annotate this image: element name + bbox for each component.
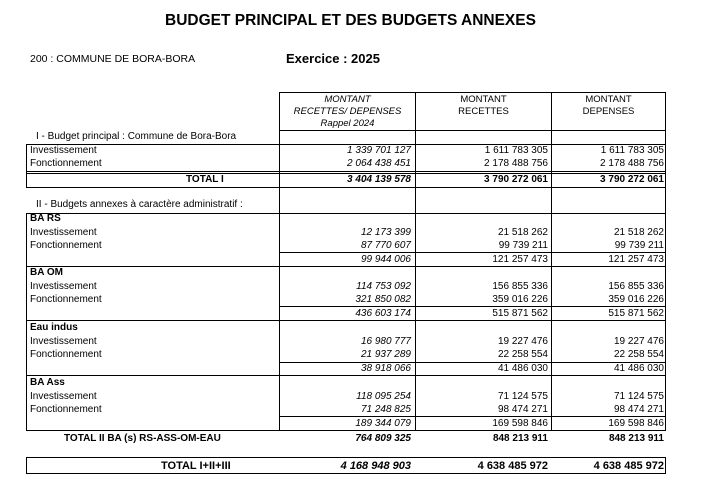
row-label: Fonctionnement [30,404,102,415]
group-title [0,322,701,334]
recettes-value: 2 178 488 756 [484,158,548,169]
rappel-value: 114 753 092 [356,281,411,292]
depenses-value: 2 178 488 756 [600,158,664,169]
row-label: Fonctionnement [30,158,102,169]
cell-text: MONTANT [324,94,371,105]
header-col-depenses [552,94,665,118]
rappel-value: 16 980 777 [360,336,411,347]
group-name: Eau indus [30,322,78,333]
rappel-value: 99 944 006 [360,254,411,265]
group-name: BA RS [30,213,61,224]
rappel-value: 21 937 289 [360,349,411,360]
depenses-value: 1 611 783 305 [600,145,664,156]
recettes-value: 22 258 554 [497,349,548,360]
total-row [0,174,701,186]
depenses-value: 22 258 554 [613,349,664,360]
rappel-value: 189 344 079 [355,418,411,429]
total-row [0,433,701,445]
table-row [0,294,701,306]
rappel-value: 71 248 825 [360,404,411,415]
recettes-value: 41 486 030 [497,363,548,374]
depenses-value: 156 855 336 [608,281,664,292]
recettes-value: 1 611 783 305 [484,145,548,156]
row-label: TOTAL II BA (s) RS-ASS-OM-EAU [64,433,221,444]
depenses-value: 121 257 473 [608,254,664,265]
row-label: TOTAL I [186,174,224,185]
row-label: Investissement [30,391,97,402]
row-label: Investissement [30,336,97,347]
row-label: Investissement [30,227,97,238]
cell-text: RECETTES [458,106,509,117]
section1-title-row [0,131,701,143]
cell-text: MONTANT [585,94,632,105]
header-col-recettes [416,94,551,118]
recettes-value: 3 790 272 061 [484,174,548,185]
rappel-value: 4 168 948 903 [340,460,411,472]
subtotal-row [0,363,701,375]
commune-label: 200 : COMMUNE DE BORA-BORA [30,53,196,65]
subtotal-row [0,308,701,320]
rappel-value: 321 850 082 [355,294,411,305]
depenses-value: 19 227 476 [613,336,664,347]
rappel-value: 38 918 066 [360,363,411,374]
row-label: Investissement [30,145,97,156]
rappel-value: 2 064 438 451 [347,158,411,169]
grand-total-row [0,460,701,472]
recettes-value: 71 124 575 [497,391,548,402]
depenses-value: 99 739 211 [614,240,664,251]
subtotal-row [0,418,701,430]
cell-text: MONTANT [460,94,507,105]
group-name: BA Ass [30,377,65,388]
section2-title-row [0,199,701,211]
recettes-value: 515 871 562 [492,308,548,319]
row-label: Fonctionnement [30,294,102,305]
table-row [0,349,701,361]
rappel-value: 1 339 701 127 [347,145,411,156]
recettes-value: 98 474 271 [497,404,548,415]
cell-text: RECETTES/ DEPENSES [293,106,402,117]
depenses-value: 359 016 226 [608,294,664,305]
page-title: BUDGET PRINCIPAL ET DES BUDGETS ANNEXES [165,12,536,29]
depenses-value: 71 124 575 [613,391,664,402]
cell-text: DEPENSES [582,106,635,117]
exercice-label: Exercice : 2025 [286,51,380,66]
recettes-value: 121 257 473 [492,254,548,265]
table-row [0,145,701,157]
table-row [0,404,701,416]
depenses-value: 4 638 485 972 [593,460,664,472]
rappel-value: 12 173 399 [360,227,411,238]
recettes-value: 848 213 911 [492,433,548,444]
depenses-value: 21 518 262 [613,227,664,238]
depenses-value: 515 871 562 [608,308,664,319]
group-title [0,213,701,225]
cell-text: I - Budget principal : Commune de Bora-Bora [36,131,237,142]
recettes-value: 21 518 262 [497,227,548,238]
table-row [0,391,701,403]
header-col-rappel [280,94,415,130]
depenses-value: 848 213 911 [608,433,664,444]
rappel-value: 764 809 325 [355,433,411,444]
recettes-value: 359 016 226 [492,294,548,305]
row-label: Fonctionnement [30,349,102,360]
depenses-value: 169 598 846 [608,418,664,429]
table-row [0,336,701,348]
rappel-value: 436 603 174 [355,308,411,319]
row-label: Investissement [30,281,97,292]
recettes-value: 156 855 336 [492,281,548,292]
recettes-value: 169 598 846 [492,418,548,429]
subtotal-row [0,254,701,266]
recettes-value: 19 227 476 [497,336,548,347]
group-name: BA OM [30,267,63,278]
cell-text: II - Budgets annexes à caractère administratif : [36,199,243,210]
group-title [0,267,701,279]
recettes-value: 4 638 485 972 [477,460,548,472]
row-label: Fonctionnement [30,240,102,251]
table-row [0,227,701,239]
cell-text: Rappel 2024 [320,118,375,129]
rappel-value: 3 404 139 578 [347,174,411,185]
row-label: TOTAL I+II+III [161,460,231,472]
rappel-value: 87 770 607 [360,240,411,251]
table-row [0,240,701,252]
table-row [0,158,701,170]
depenses-value: 41 486 030 [613,363,664,374]
depenses-value: 98 474 271 [613,404,664,415]
depenses-value: 3 790 272 061 [600,174,664,185]
rappel-value: 118 095 254 [356,391,411,402]
recettes-value: 99 739 211 [498,240,548,251]
group-title [0,377,701,389]
table-row [0,281,701,293]
